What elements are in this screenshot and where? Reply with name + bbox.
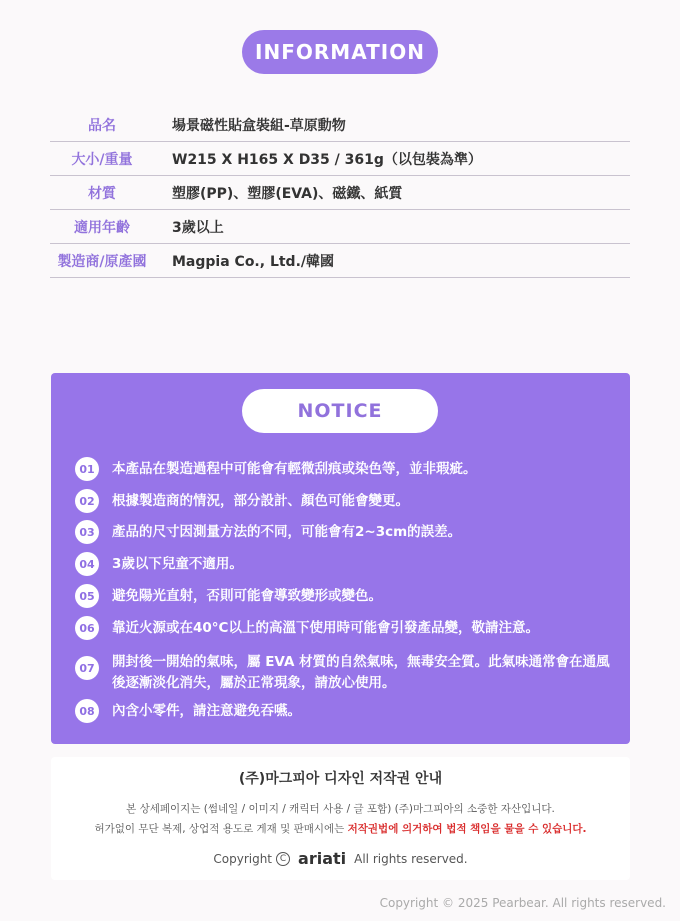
notice-text: 產品的尺寸因測量方法的不同，可能會有2~3cm的誤差。 (112, 524, 462, 540)
notice-item (75, 652, 615, 694)
info-row-material (50, 176, 630, 210)
notice-number-badge: 01 (75, 457, 99, 481)
copyright-line-2 (51, 821, 630, 836)
notice-text: 3歲以下兒童不適用。 (112, 556, 243, 572)
information-heading: INFORMATION (242, 30, 438, 74)
notice-number-badge: 05 (75, 584, 99, 608)
notice-text: 根據製造商的情況，部分設計、顏色可能會變更。 (112, 493, 409, 509)
info-label: 材質 (88, 185, 116, 202)
info-row-manufacturer (50, 244, 630, 278)
notice-heading: NOTICE (242, 389, 438, 433)
notice-item (75, 522, 615, 544)
copyright-line-1: 본 상세페이지는 (썸네일 / 이미지 / 캐릭터 사용 / 글 포함) (주)마그피아의 소중한 자산입니다. (126, 803, 555, 815)
page-copyright: Copyright © 2025 Pearbear. All rights reserved. (379, 896, 666, 910)
notice-panel (51, 373, 630, 744)
notice-item (75, 459, 615, 481)
notice-number-badge: 02 (75, 489, 99, 513)
copyright-label: Copyright (213, 851, 273, 866)
notice-item (75, 586, 615, 608)
info-row-size (50, 142, 630, 176)
notice-text: 本產品在製造過程中可能會有輕微刮痕或染色等，並非瑕疵。 (112, 461, 477, 477)
notice-text: 避免陽光直射，否則可能會導致變形或變色。 (112, 588, 382, 604)
information-table (50, 108, 630, 278)
info-row-age (50, 210, 630, 244)
info-value: W215 X H165 X D35 / 361g（以包裝為準） (172, 151, 482, 168)
brand-logo: ariati (298, 849, 347, 868)
info-value: 塑膠(PP)、塑膠(EVA)、磁鐵、紙質 (172, 185, 403, 202)
copyright-warning: 저작권법에 의거하여 법적 책임을 물을 수 있습니다. (347, 823, 587, 835)
notice-number-badge: 08 (75, 699, 99, 723)
notice-item (75, 554, 615, 576)
notice-number-badge: 03 (75, 520, 99, 544)
notice-item (75, 491, 615, 513)
info-label: 品名 (88, 117, 116, 134)
copyright-line-2-prefix: 허가없이 무단 복제, 상업적 용도로 게재 및 판매시에는 (94, 823, 348, 835)
copyright-footer (51, 849, 630, 868)
info-label: 製造商/原產國 (57, 253, 147, 270)
notice-number-badge: 04 (75, 552, 99, 576)
rights-reserved-text: All rights reserved. (354, 851, 468, 866)
copyright-notice-box (51, 757, 630, 880)
notice-text: 靠近火源或在40°C以上的高溫下使用時可能會引發產品變，敬請注意。 (112, 620, 539, 636)
notice-item (75, 618, 615, 640)
info-label: 適用年齡 (74, 219, 130, 236)
notice-number-badge: 07 (75, 656, 99, 680)
info-label: 大小/重量 (71, 151, 133, 168)
info-value: Magpia Co., Ltd./韓國 (172, 253, 335, 270)
notice-item (75, 701, 615, 723)
notice-number-badge: 06 (75, 616, 99, 640)
info-value: 場景磁性貼盒裝組-草原動物 (172, 117, 346, 134)
info-value: 3歲以上 (172, 219, 224, 236)
copyright-title: (주)마그피아 디자인 저작권 안내 (238, 771, 443, 787)
copyright-symbol-icon: C (276, 852, 290, 866)
info-row-name (50, 108, 630, 142)
notice-text: 開封後一開始的氣味，屬 EVA 材質的自然氣味，無毒安全質。此氣味通常會在通風後逐漸淡化消失，屬於正常現象，請放心使用。 (112, 654, 610, 691)
notice-text: 內含小零件，請注意避免吞嚥。 (112, 703, 301, 719)
